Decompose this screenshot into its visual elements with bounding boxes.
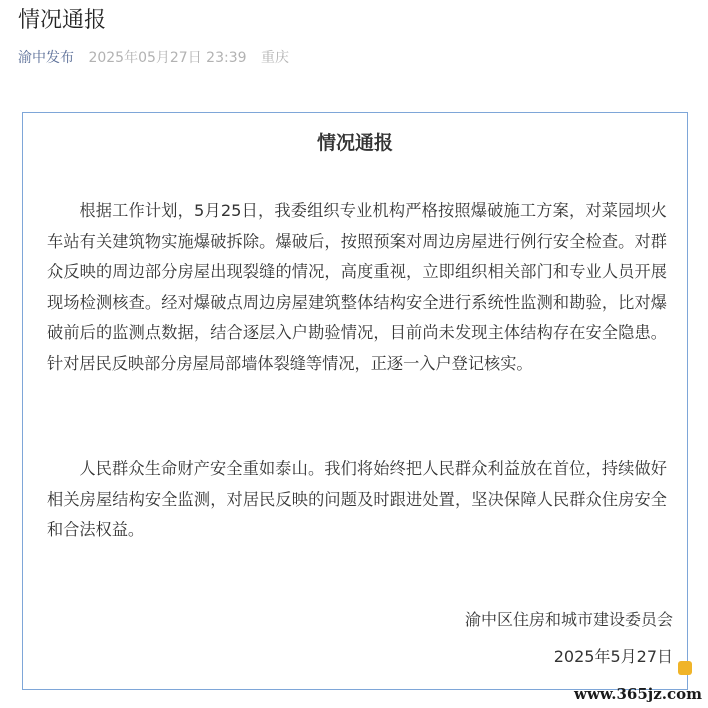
notice-paragraph-2: 人民群众生命财产安全重如泰山。我们将始终把人民群众利益放在首位，持续做好相关房屋结构安全监测，对居民反映的问题及时跟进处置，坚决保障人民群众住房安全和合法权益。 [47, 459, 667, 539]
article-title: 情况通报 [18, 8, 107, 33]
publish-time: 2025年05月27日 23:39 [88, 50, 247, 66]
corner-marker-icon [678, 661, 692, 675]
signature-organization: 渝中区住房和城市建设委员会 [464, 610, 673, 629]
publish-location: 重庆 [260, 50, 289, 66]
article-meta [18, 48, 289, 68]
notice-paragraph-1: 根据工作计划，5月25日，我委组织专业机构严格按照爆破施工方案，对菜园坝火车站有关建筑物实施爆破拆除。爆破后，按照预案对周边房屋进行例行安全检查。对群众反映的周边部分房屋出现裂缝的情况，高度重视，立即组织相关部门和专业人员开展现场检测核查。经对爆破点周边房屋建筑整体结构安全进行系统性监测和勘验，比对爆破前后的监测点数据，结合逐层入户勘验情况，目前尚未发现主体结构存在安全隐患。针对居民反映部分房屋局部墙体裂缝等情况，正逐一入户登记核实。 [47, 201, 667, 373]
site-watermark: www.365jz.com [574, 685, 702, 703]
notice-image[interactable] [22, 112, 688, 690]
signature-date: 2025年5月27日 [553, 647, 673, 666]
account-name-link[interactable]: 渝中发布 [18, 50, 74, 66]
notice-title: 情况通报 [316, 132, 393, 154]
